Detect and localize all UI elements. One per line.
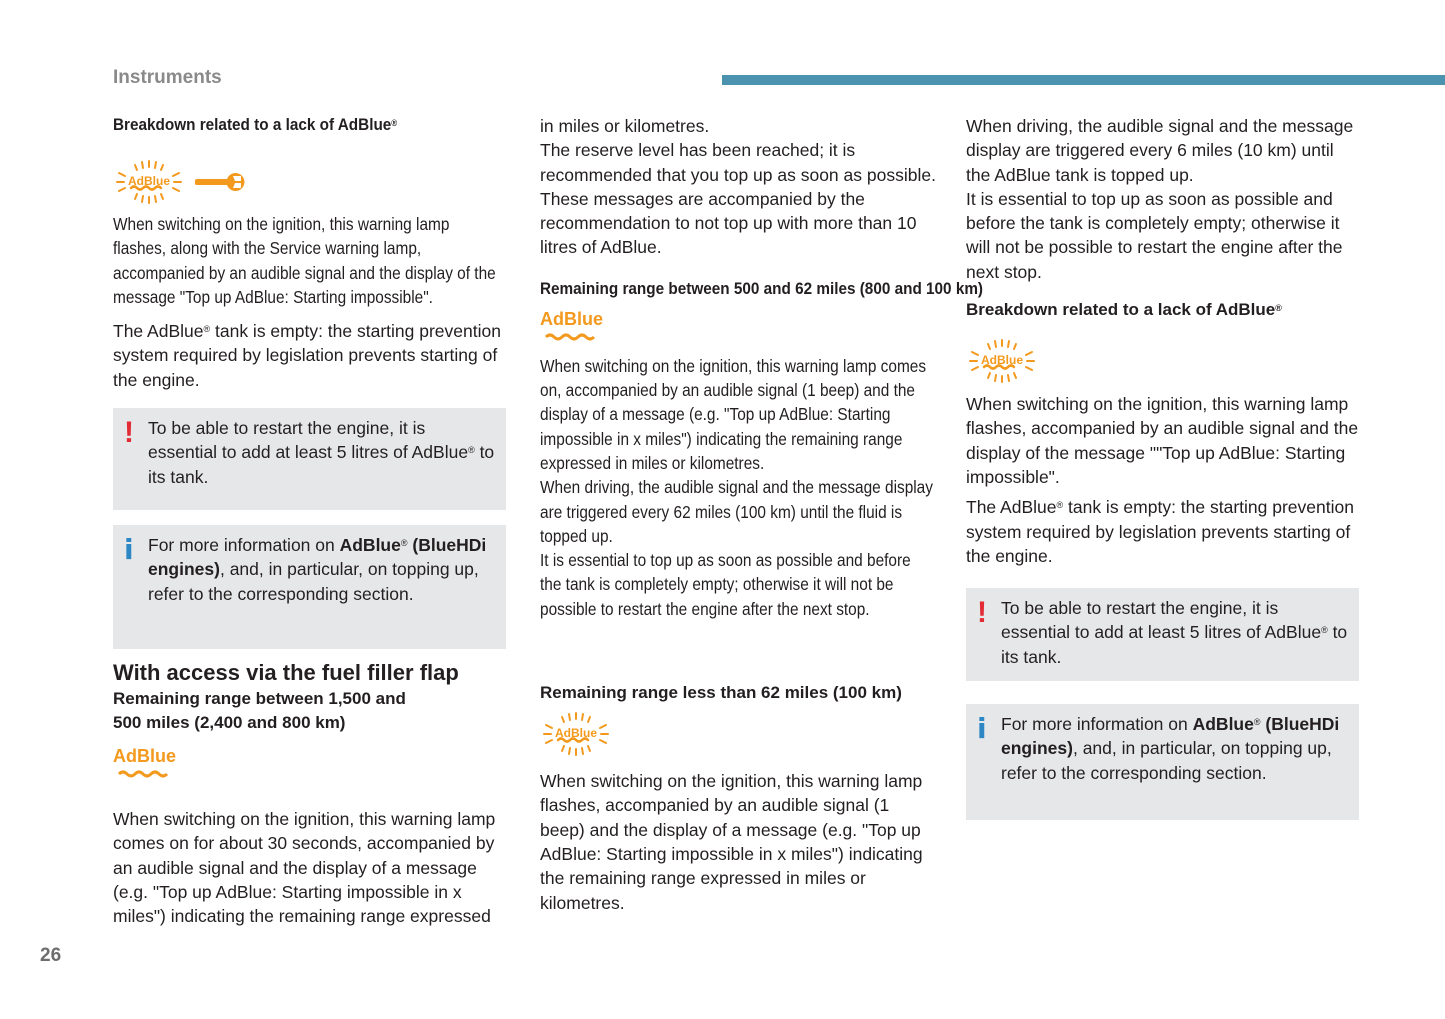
page-number: 26 <box>40 945 62 966</box>
range-1500-description-continued: in miles or kilometres. <box>540 116 710 136</box>
warning-lamps <box>113 158 506 206</box>
breakdown-flash-description: When switching on the ignition, this warning lamp flashes, accompanied by an audible signal and the display of the message ""Top up AdBlue: Starting impossible". <box>966 394 1359 487</box>
svg-text:AdBlue: AdBlue <box>128 174 170 188</box>
breakdown-heading-2: Breakdown related to a lack of AdBlue® <box>966 300 1282 320</box>
adblue-flashing-lamp-2 <box>540 711 936 765</box>
tank-empty-description: The AdBlue® tank is empty: the starting prevention system required by legislation prevents starting of the engine. <box>113 321 501 390</box>
warning-note-text: To be able to restart the engine, it is essential to add at least 5 litres of AdBlue® to its tank. <box>148 418 495 487</box>
warning-note-text-2: To be able to restart the engine, it is essential to add at least 5 litres of AdBlue® to its tank. <box>1001 598 1348 667</box>
column-1 <box>113 114 506 929</box>
top-up-recommendation-text: These messages are accompanied by the recommendation to not top up with more than 10 litres of AdBlue. <box>540 188 917 258</box>
range-heading-500-62: Remaining range between 500 and 62 miles (800 and 100 km) <box>540 278 984 298</box>
column-3 <box>966 114 1359 820</box>
range-500-driving-text: When driving, the audible signal and the message display are triggered every 62 miles (100 km) until the fluid is topped up. <box>540 477 933 546</box>
adblue-steady-lamp-2 <box>540 310 936 354</box>
range-less-62-driving-text: When driving, the audible signal and the message display are triggered every 6 miles (10 km) until the AdBlue tank is topped up. <box>966 116 1354 185</box>
wrench-service-icon <box>195 170 245 194</box>
section-title: Instruments <box>113 67 222 88</box>
breakdown-heading: Breakdown related to a lack of AdBlue® <box>113 115 398 134</box>
svg-text:AdBlue: AdBlue <box>981 353 1023 368</box>
range-heading-less-62: Remaining range less than 62 miles (100 km) <box>540 683 902 703</box>
tank-empty-description-2: The AdBlue® tank is empty: the starting prevention system required by legislation prevents starting of the engine. <box>966 497 1354 566</box>
adblue-flashing-lamp-3 <box>966 338 1359 388</box>
info-note-box-2 <box>966 704 1359 820</box>
info-icon: i <box>124 533 134 567</box>
adblue-steady-icon: AdBlue <box>113 746 176 767</box>
range-500-description: When switching on the ignition, this warning lamp comes on, accompanied by an audible signal (1 beep) and the display of a message (e.g. "Top up AdBlue: Starting impossible in x miles") indicating the remaining range expressed in miles or kilometres. <box>540 355 927 473</box>
warning-note-box <box>113 408 506 510</box>
adblue-steady-icon: AdBlue <box>540 308 603 329</box>
adblue-steady-lamp <box>113 747 506 797</box>
reserve-level-text: The reserve level has been reached; it is recommended that you top up as soon as possible. <box>540 140 936 185</box>
info-icon: i <box>977 712 987 746</box>
warning-note-box-2 <box>966 588 1359 681</box>
info-note-box <box>113 525 506 649</box>
info-note-text-2: For more information on AdBlue® (BlueHDi engines), and, in particular, on topping up, refer to the corresponding section. <box>1001 714 1340 783</box>
range-500-essential-text: It is essential to top up as soon as possible and before the tank is completely empty; otherwise it will not be possible to restart the engine after the next stop. <box>540 550 911 619</box>
range-less-62-essential-text: It is essential to top up as soon as possible and before the tank is completely empty; otherwise it will not be possible to restart the engine after the next stop. <box>966 188 1343 282</box>
breakdown-description: When switching on the ignition, this warning lamp flashes, along with the Service warning lamp, accompanied by an audible signal and the display of the message "Top up AdBlue: Starting impossible". <box>113 214 496 307</box>
info-note-text: For more information on AdBlue® (BlueHDi engines), and, in particular, on topping up, refer to the corresponding section. <box>148 535 487 604</box>
exclamation-warning-icon: ! <box>977 596 987 630</box>
adblue-warning-flashing-icon <box>540 711 610 757</box>
adblue-warning-flashing-icon <box>113 159 183 205</box>
adblue-wave-icon <box>113 769 173 779</box>
range-heading-1500-500: Remaining range between 1,500 and 500 miles (2,400 and 800 km) <box>113 689 406 733</box>
adblue-wave-icon <box>540 332 600 342</box>
svg-text:AdBlue: AdBlue <box>555 726 597 741</box>
range-1500-description: When switching on the ignition, this warning lamp comes on for about 30 seconds, accompanied by an audible signal and the display of a message (e.g. "Top up AdBlue: Starting impossible in x miles") indicating the remaining range expressed <box>113 809 496 927</box>
adblue-warning-flashing-icon <box>966 338 1036 384</box>
header-accent-bar <box>722 75 1445 85</box>
range-less-62-description: When switching on the ignition, this warning lamp flashes, accompanied by an audible signal (1 beep) and the display of a message (e.g. "Top up AdBlue: Starting impossible in x miles") indicating the remaining range expressed in miles or kilometres. <box>540 771 923 913</box>
exclamation-warning-icon: ! <box>124 416 134 450</box>
column-2 <box>540 114 984 915</box>
fuel-filler-subheading: With access via the fuel filler flap <box>113 660 459 686</box>
